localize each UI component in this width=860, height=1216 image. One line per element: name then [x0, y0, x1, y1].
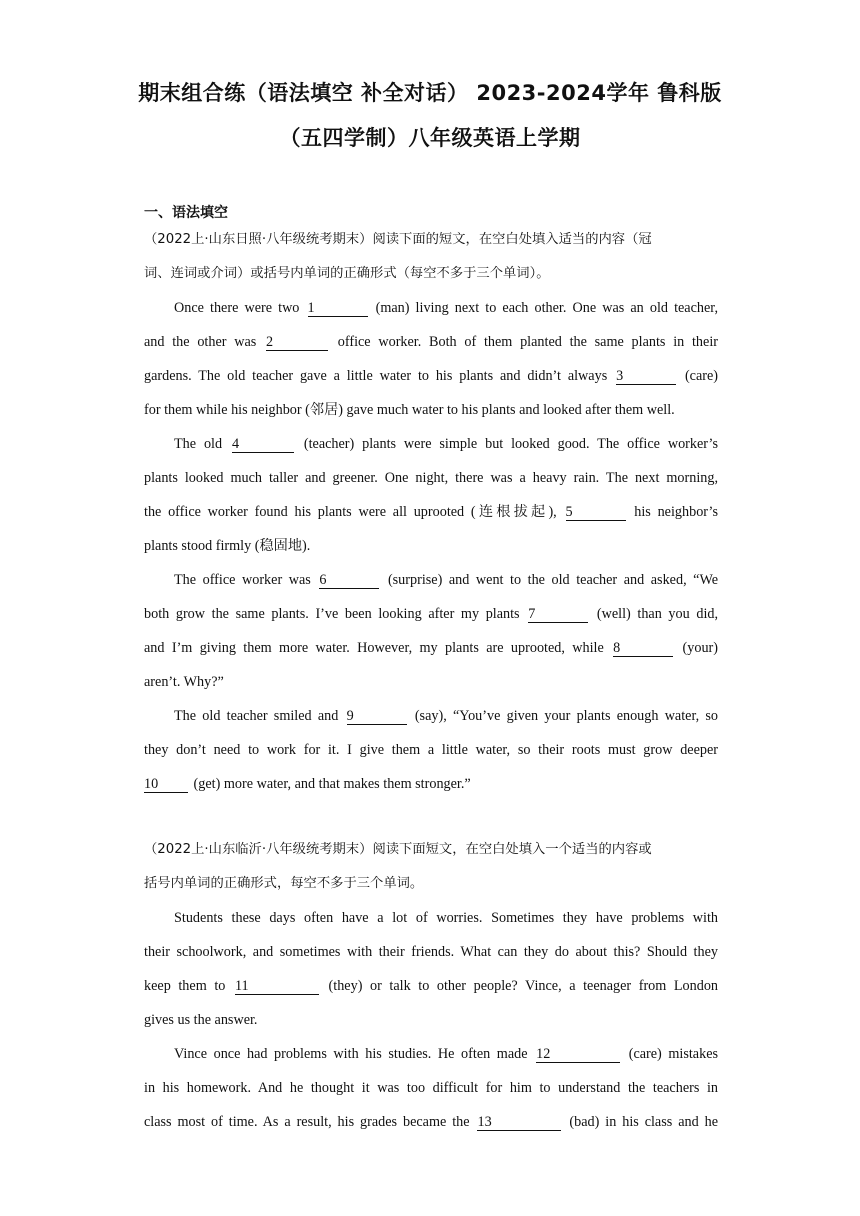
- line-text: and I’m giving them more water. However, my plants are uprooted, while: [144, 640, 604, 656]
- line-text: (care) mistakes: [628, 1046, 719, 1062]
- passage2-line: gives us the answer.: [144, 1012, 258, 1028]
- passage1-line: aren’t. Why?”: [144, 674, 224, 690]
- line-text: office worker. Both of them planted the same plants in their: [337, 334, 718, 350]
- passage1-line: they don’t need to work for it. I give them a little water, so their roots must grow deeper: [144, 742, 718, 758]
- line-text: (teacher) plants were simple but looked good. The office worker’s: [303, 436, 719, 452]
- line-text: the office worker found his plants were all uprooted (连根拔起),: [144, 504, 557, 520]
- line-text: (get) more water, and that makes them stronger.”: [193, 776, 471, 792]
- blank-9[interactable]: 9: [347, 708, 407, 725]
- blank-1[interactable]: 1: [308, 300, 368, 317]
- blank-13[interactable]: 13: [477, 1114, 561, 1131]
- blank-12[interactable]: 12: [536, 1046, 620, 1063]
- passage1-line: [174, 570, 718, 590]
- passage1-line: plants stood firmly (稳固地).: [144, 538, 311, 554]
- blank-11[interactable]: 11: [235, 978, 319, 995]
- line-text: (man) living next to each other. One was an old teacher,: [375, 300, 718, 316]
- passage2-line: [174, 1044, 718, 1064]
- line-text: The old teacher smiled and: [174, 708, 339, 724]
- line-text: (they) or talk to other people? Vince, a teenager from London: [328, 978, 719, 994]
- passage2-line: their schoolwork, and sometimes with their friends. What can they do about this? Should they: [144, 944, 718, 960]
- section-heading: 一、语法填空: [144, 205, 228, 221]
- blank-2[interactable]: 2: [266, 334, 328, 351]
- line-text: both grow the same plants. I’ve been looking after my plants: [144, 606, 520, 622]
- document-title-line-1: 期末组合练（语法填空 补全对话） 2023-2024学年 鲁科版: [138, 81, 722, 105]
- blank-10[interactable]: 10: [144, 776, 188, 793]
- passage1-instruction-line: （2022上·山东日照·八年级统考期末）阅读下面的短文，在空白处填入适当的内容（冠: [144, 232, 652, 247]
- blank-7[interactable]: 7: [528, 606, 588, 623]
- passage1-line: [174, 706, 718, 726]
- passage2-instruction-line: （2022上·山东临沂·八年级统考期末）阅读下面短文，在空白处填入一个适当的内容或: [144, 842, 652, 857]
- line-text: (care): [684, 368, 719, 384]
- line-text: and the other was: [144, 334, 257, 350]
- passage2-instruction-line: 括号内单词的正确形式，每空不多于三个单词。: [144, 876, 424, 891]
- passage1-instruction-line: 词、连词或介词）或括号内单词的正确形式（每空不多于三个单词）。: [144, 266, 550, 281]
- blank-8[interactable]: 8: [613, 640, 673, 657]
- passage2-line: in his homework. And he thought it was too difficult for him to understand the teachers in: [144, 1080, 718, 1096]
- line-text: (your): [682, 640, 719, 656]
- blank-3[interactable]: 3: [616, 368, 676, 385]
- line-text: (well) than you did,: [596, 606, 719, 622]
- blank-4[interactable]: 4: [232, 436, 294, 453]
- passage1-line: [144, 502, 718, 522]
- line-text: (surprise) and went to the old teacher and asked, “We: [387, 572, 719, 588]
- blank-6[interactable]: 6: [319, 572, 379, 589]
- passage1-line: [144, 604, 718, 624]
- passage1-line: [174, 298, 718, 318]
- line-text: gardens. The old teacher gave a little water to his plants and didn’t always: [144, 368, 608, 384]
- line-text: his neighbor’s: [634, 504, 719, 520]
- document-title-line-2: （五四学制）八年级英语上学期: [279, 126, 581, 150]
- line-text: keep them to: [144, 978, 226, 994]
- passage2-line: [144, 1112, 718, 1132]
- line-text: The old: [174, 436, 223, 452]
- passage1-line: for them while his neighbor (邻居) gave much water to his plants and looked after them well.: [144, 402, 675, 418]
- line-text: Vince once had problems with his studies. He often made: [174, 1046, 528, 1062]
- passage2-line: Students these days often have a lot of worries. Sometimes they have problems with: [174, 910, 718, 926]
- passage1-line: plants looked much taller and greener. One night, there was a heavy rain. The next morning,: [144, 470, 718, 486]
- line-text: The office worker was: [174, 572, 311, 588]
- passage1-line: [144, 774, 718, 794]
- passage1-line: [144, 638, 718, 658]
- blank-5[interactable]: 5: [566, 504, 626, 521]
- passage2-line: [144, 976, 718, 996]
- line-text: (say), “You’ve given your plants enough water, so: [414, 708, 719, 724]
- passage1-line: [174, 434, 718, 454]
- passage1-line: [144, 332, 718, 352]
- passage1-line: [144, 366, 718, 386]
- line-text: (bad) in his class and he: [569, 1114, 718, 1130]
- line-text: Once there were two: [174, 300, 300, 316]
- line-text: class most of time. As a result, his grades became the: [144, 1114, 470, 1130]
